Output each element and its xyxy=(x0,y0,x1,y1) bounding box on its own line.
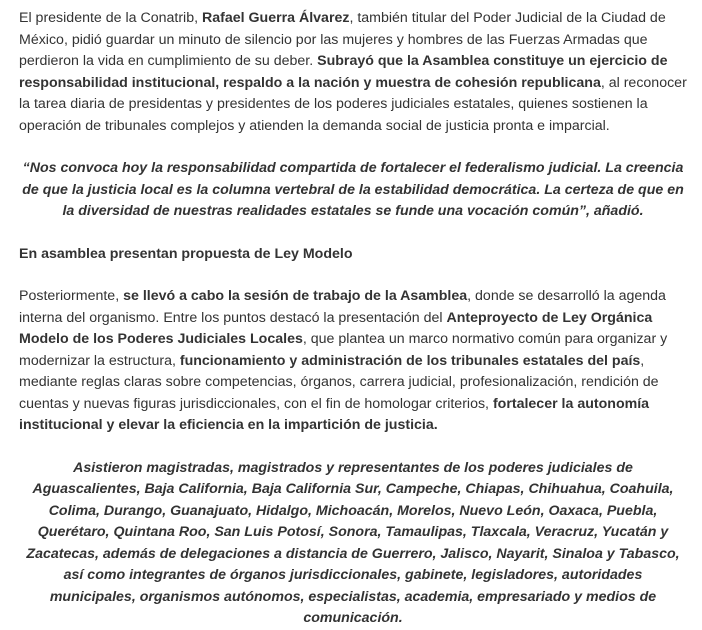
text-segment: , donde se desarrolló la agenda interna del organismo. Entre los puntos destacó la presentación del xyxy=(19,288,666,326)
bold-name-rafael-guerra: Rafael Guerra Álvarez xyxy=(201,10,350,26)
text-segment: , mediante reglas claras sobre competencias, órganos, carrera judicial, profesionalización, rendición de cuentas y nuevas figuras jurisdiccionales, con el fin de homologar criterios, xyxy=(19,352,659,412)
paragraph-work-session xyxy=(19,286,687,437)
attendees-list: Asistieron magistradas, magistrados y representantes de los poderes judiciales de Aguascalientes, Baja California, Baja California Sur, Campeche, Chiapas, Chihuahua, Coahuila, Colima, Durango, Guanajuato, Hidalgo, Michoacán, Morelos, Nuevo León, Oaxaca, Puebla, Querétaro, Quintana Roo, San Luis Potosí, Sonora, Tamaulipas, Tlaxcala, Veracruz, Yucatán y Zacatecas, además de delegaciones a distancia de Guerrero, Jalisco, Nayarit, Sinaloa y Tabasco, así como integrantes de órganos jurisdiccionales, gabinete, legisladores, autoridades municipales, organismos autónomos, especialistas, academia, empresariado y medios de comunicación. xyxy=(26,459,680,626)
paragraph-president-statement xyxy=(19,8,687,137)
section-subheading: En asamblea presentan propuesta de Ley Modelo xyxy=(19,245,353,262)
text-segment: , que plantea un marco normativo común para organizar y modernizar la estructura, xyxy=(19,331,668,369)
text-segment: El presidente de la Conatrib, xyxy=(19,10,202,26)
text-segment: Posteriormente, xyxy=(19,288,124,304)
text-segment: , al reconocer la tarea diaria de presidentas y presidentes de los poderes judiciales estatales, quienes sostienen la operación de tribunales complejos y atienden la demanda social de justicia pronta e imparcial. xyxy=(19,74,687,134)
bold-law-draft: Anteproyecto de Ley Orgánica Modelo de los Poderes Judiciales Locales xyxy=(19,309,653,347)
quote-federalismo: “Nos convoca hoy la responsabilidad compartida de fortalecer el federalismo judicial. La creencia de que la justicia local es la columna vertebral de la estabilidad democrática. La certeza de que en la diversidad de nuestras realidades estatales se funde una vocación común”, añadió. xyxy=(22,160,684,219)
bold-work-session: se llevó a cabo la sesión de trabajo de la Asamblea xyxy=(123,288,468,304)
text-segment: , también titular del Poder Judicial de la Ciudad de México, pidió guardar un minuto de silencio por las mujeres y hombres de las Fuerzas Armadas que perdieron la vida en cumplimiento de su deber. xyxy=(19,10,666,69)
bold-tribunals-administration: funcionamiento y administración de los tribunales estatales del país xyxy=(179,352,641,369)
bold-autonomy-efficiency: fortalecer la autonomía institucional y elevar la eficiencia en la impartición de justicia. xyxy=(19,395,650,433)
bold-highlight-assembly: Subrayó que la Asamblea constituye un ejercicio de responsabilidad institucional, respaldo a la nación y muestra de cohesión republicana xyxy=(19,53,668,91)
